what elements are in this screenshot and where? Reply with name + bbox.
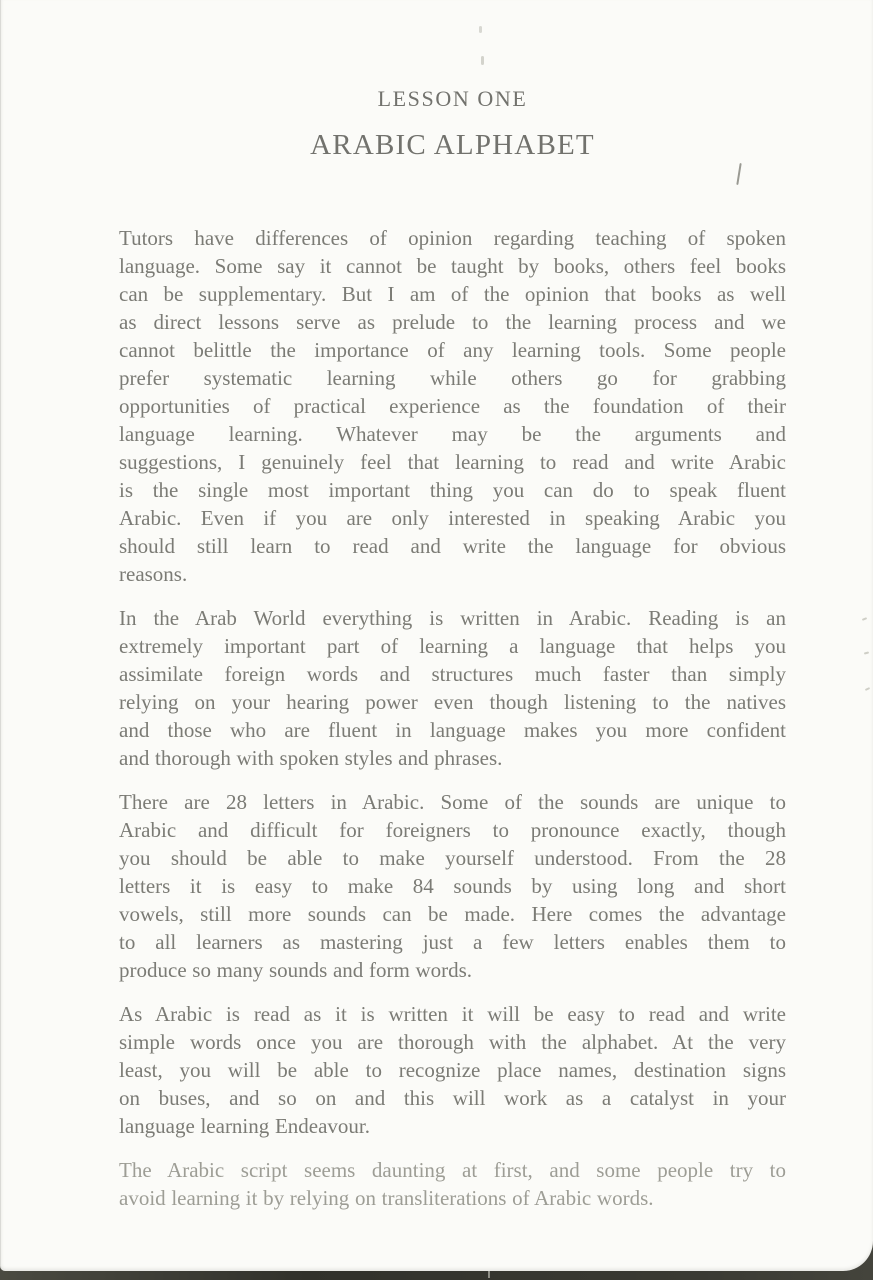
text-line: can be supplementary. But I am of the opinion that books as well xyxy=(119,282,786,306)
text-line: prefer systematic learning while others go for grabbing xyxy=(119,366,786,390)
text-line: least, you will be able to recognize place names, destination signs xyxy=(119,1058,786,1082)
text-line: reasons. xyxy=(119,562,188,586)
paragraph xyxy=(119,224,786,588)
lesson-label: LESSON ONE xyxy=(377,86,528,111)
text-line: Arabic and difficult for foreigners to pronounce exactly, though xyxy=(119,818,786,842)
page-title: ARABIC ALPHABET xyxy=(310,129,595,161)
paragraph xyxy=(119,788,786,984)
text-line: and thorough with spoken styles and phrases. xyxy=(119,746,503,770)
scan-artifact-seam xyxy=(488,1271,490,1278)
text-line: extremely important part of learning a language that helps you xyxy=(119,634,786,658)
body-text xyxy=(119,224,786,1212)
text-line: opportunities of practical experience as the foundation of their xyxy=(119,394,786,418)
text-line: suggestions, I genuinely feel that learning to read and write Arabic xyxy=(119,450,786,474)
text-line: There are 28 letters in Arabic. Some of the sounds are unique to xyxy=(119,790,786,814)
text-line: should still learn to read and write the language for obvious xyxy=(119,534,786,558)
page-content xyxy=(1,0,873,1212)
text-line: vowels, still more sounds can be made. Here comes the advantage xyxy=(119,902,786,926)
text-line: Tutors have differences of opinion regarding teaching of spoken xyxy=(119,226,786,250)
text-line: As Arabic is read as it is written it will be easy to read and write xyxy=(119,1002,786,1026)
text-line: letters it is easy to make 84 sounds by using long and short xyxy=(119,874,786,898)
paragraph xyxy=(119,1156,786,1212)
paragraph xyxy=(119,1000,786,1140)
text-line: you should be able to make yourself understood. From the 28 xyxy=(119,846,786,870)
text-line: avoid learning it by relying on transliterations of Arabic words. xyxy=(119,1186,654,1210)
text-line: is the single most important thing you can do to speak fluent xyxy=(119,478,786,502)
text-line: on buses, and so on and this will work as a catalyst in your xyxy=(119,1086,786,1110)
text-line: cannot belittle the importance of any learning tools. Some people xyxy=(119,338,786,362)
text-line: language. Some say it cannot be taught by books, others feel books xyxy=(119,254,786,278)
text-line: as direct lessons serve as prelude to the learning process and we xyxy=(119,310,786,334)
text-line: relying on your hearing power even though listening to the natives xyxy=(119,690,786,714)
text-line: The Arabic script seems daunting at first, and some people try to xyxy=(119,1158,786,1182)
text-line: language learning. Whatever may be the arguments and xyxy=(119,422,786,446)
paragraph xyxy=(119,604,786,772)
text-line: language learning Endeavour. xyxy=(119,1114,370,1138)
text-line: to all learners as mastering just a few letters enables them to xyxy=(119,930,786,954)
text-line: produce so many sounds and form words. xyxy=(119,958,473,982)
text-line: In the Arab World everything is written in Arabic. Reading is an xyxy=(119,606,786,630)
text-line: Arabic. Even if you are only interested in speaking Arabic you xyxy=(119,506,786,530)
text-line: simple words once you are thorough with the alphabet. At the very xyxy=(119,1030,786,1054)
text-line: and those who are fluent in language makes you more confident xyxy=(119,718,786,742)
text-line: assimilate foreign words and structures much faster than simply xyxy=(119,662,786,686)
